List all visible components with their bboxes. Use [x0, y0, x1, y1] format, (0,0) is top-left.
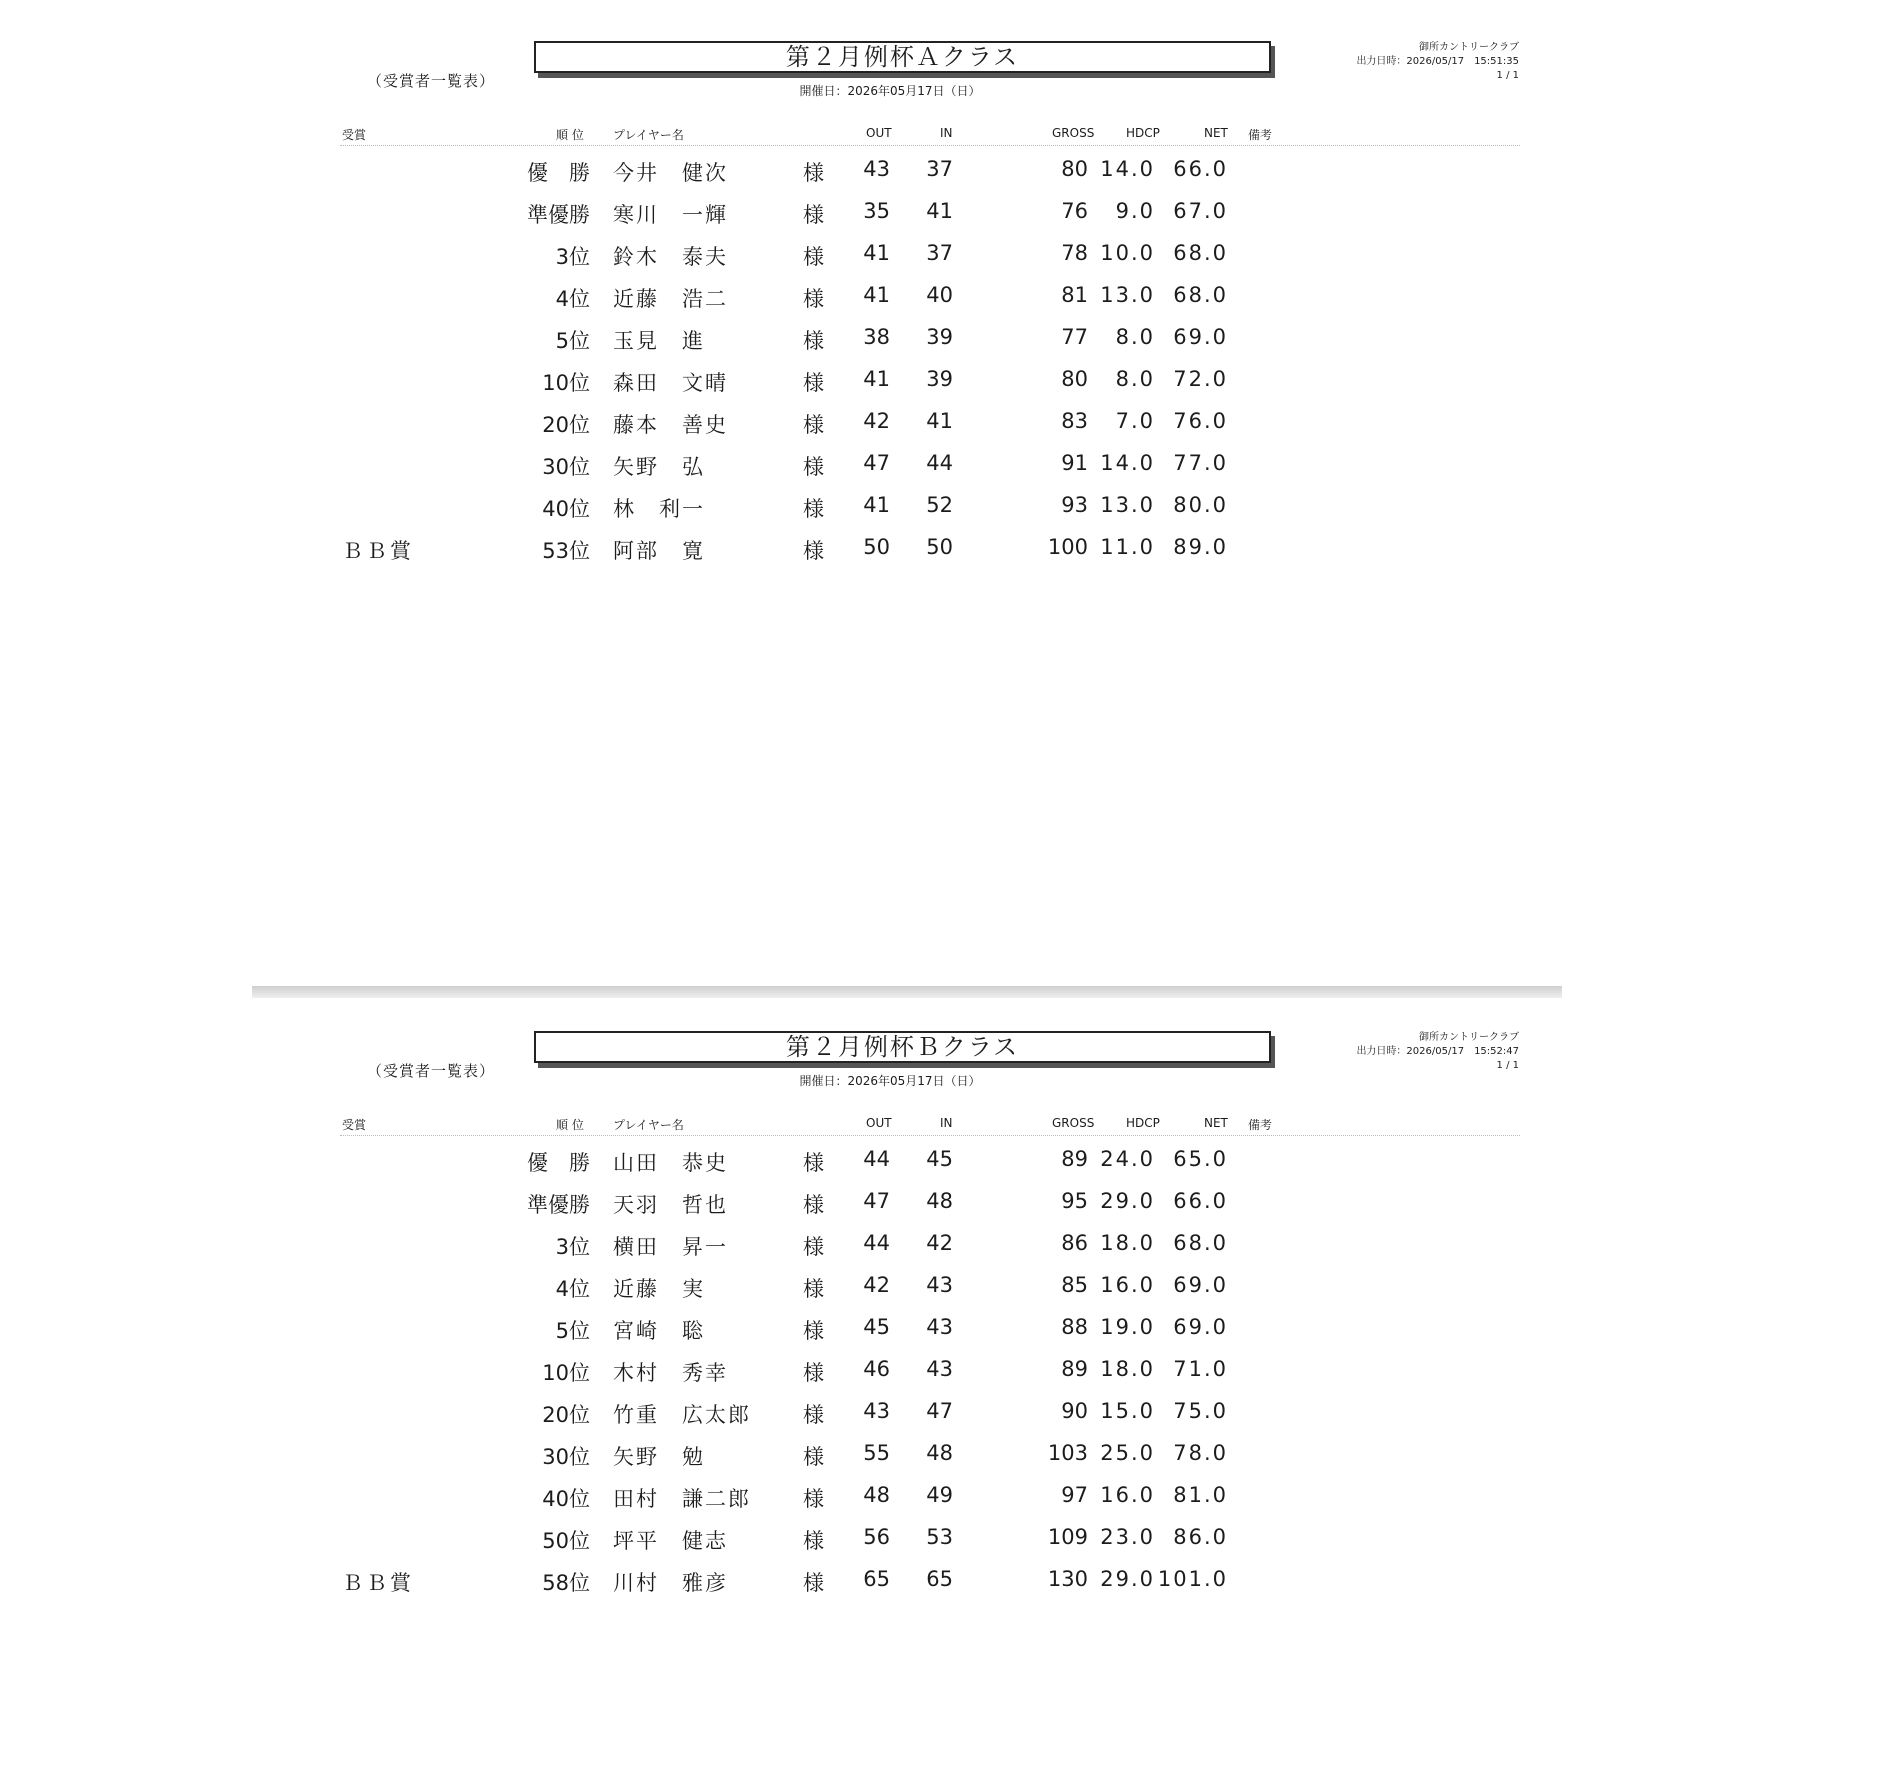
player-name-cell: 阿部 寛	[613, 539, 705, 563]
out-score-cell: 42	[863, 409, 890, 433]
hdcp-cell: 14.0	[1100, 451, 1155, 475]
hdcp-cell: 14.0	[1100, 157, 1155, 181]
sheet-subtitle: （受賞者一覧表）	[367, 72, 496, 90]
player-name-cell: 鈴木 泰夫	[613, 245, 728, 269]
rank-cell: 53位	[542, 539, 590, 563]
table-row	[0, 199, 1891, 241]
honorific-cell: 様	[803, 1235, 824, 1259]
net-score-cell: 68.0	[1173, 241, 1228, 265]
table-row	[0, 325, 1891, 367]
in-score-cell: 45	[926, 1147, 953, 1171]
hdcp-cell: 25.0	[1100, 1441, 1155, 1465]
hdcp-cell: 10.0	[1100, 241, 1155, 265]
net-score-cell: 81.0	[1173, 1483, 1228, 1507]
in-score-cell: 52	[926, 493, 953, 517]
header-hdcp: HDCP	[1126, 1116, 1160, 1130]
out-score-cell: 55	[863, 1441, 890, 1465]
rank-cell: 20位	[542, 413, 590, 437]
in-score-cell: 65	[926, 1567, 953, 1591]
hdcp-cell: 16.0	[1100, 1273, 1155, 1297]
hdcp-cell: 13.0	[1100, 283, 1155, 307]
header-gross: GROSS	[1052, 126, 1095, 140]
player-name-cell: 矢野 弘	[613, 455, 705, 479]
net-score-cell: 68.0	[1173, 283, 1228, 307]
table-row	[0, 535, 1891, 577]
honorific-cell: 様	[803, 1445, 824, 1469]
net-score-cell: 66.0	[1173, 157, 1228, 181]
gross-score-cell: 89	[1061, 1147, 1088, 1171]
out-score-cell: 41	[863, 367, 890, 391]
hdcp-cell: 9.0	[1115, 199, 1155, 223]
table-row	[0, 241, 1891, 283]
honorific-cell: 様	[803, 455, 824, 479]
rank-cell: 3位	[555, 245, 590, 269]
club-info	[1356, 41, 1519, 83]
honorific-cell: 様	[803, 497, 824, 521]
header-net: NET	[1204, 126, 1228, 140]
player-name-cell: 林 利一	[613, 497, 705, 521]
net-score-cell: 69.0	[1173, 325, 1228, 349]
player-name-cell: 横田 昇一	[613, 1235, 728, 1259]
table-row	[0, 283, 1891, 325]
header-hdcp: HDCP	[1126, 126, 1160, 140]
hdcp-cell: 8.0	[1115, 325, 1155, 349]
rank-cell: 準優勝	[527, 1193, 590, 1217]
in-score-cell: 50	[926, 535, 953, 559]
header-gross: GROSS	[1052, 1116, 1095, 1130]
header-out: OUT	[866, 126, 892, 140]
rank-cell: 50位	[542, 1529, 590, 1553]
hdcp-cell: 29.0	[1100, 1567, 1155, 1591]
honorific-cell: 様	[803, 203, 824, 227]
in-score-cell: 40	[926, 283, 953, 307]
net-score-cell: 75.0	[1173, 1399, 1228, 1423]
in-score-cell: 48	[926, 1441, 953, 1465]
table-row	[0, 1567, 1891, 1609]
player-name-cell: 竹重 広太郎	[613, 1403, 751, 1427]
out-score-cell: 41	[863, 493, 890, 517]
player-name-cell: 山田 恭史	[613, 1151, 728, 1175]
gross-score-cell: 90	[1061, 1399, 1088, 1423]
table-row	[0, 367, 1891, 409]
club-name: 御所カントリークラブ	[1419, 1032, 1519, 1043]
player-name-cell: 近藤 実	[613, 1277, 705, 1301]
rank-cell: 3位	[555, 1235, 590, 1259]
net-score-cell: 101.0	[1157, 1567, 1228, 1591]
hdcp-cell: 18.0	[1100, 1357, 1155, 1381]
gross-score-cell: 78	[1061, 241, 1088, 265]
gross-score-cell: 95	[1061, 1189, 1088, 1213]
out-score-cell: 41	[863, 283, 890, 307]
rank-cell: 30位	[542, 455, 590, 479]
out-score-cell: 56	[863, 1525, 890, 1549]
player-name-cell: 坪平 健志	[613, 1529, 728, 1553]
out-score-cell: 35	[863, 199, 890, 223]
honorific-cell: 様	[803, 1403, 824, 1427]
event-date: 開催日：2026年05月17日（日）	[799, 84, 981, 98]
header-in: IN	[940, 126, 953, 140]
out-score-cell: 42	[863, 1273, 890, 1297]
gross-score-cell: 83	[1061, 409, 1088, 433]
in-score-cell: 44	[926, 451, 953, 475]
gross-score-cell: 76	[1061, 199, 1088, 223]
in-score-cell: 42	[926, 1231, 953, 1255]
rank-cell: 5位	[555, 329, 590, 353]
out-score-cell: 44	[863, 1147, 890, 1171]
gross-score-cell: 93	[1061, 493, 1088, 517]
club-info	[1356, 1031, 1519, 1073]
page-number: 1 / 1	[1496, 70, 1519, 81]
gross-score-cell: 97	[1061, 1483, 1088, 1507]
honorific-cell: 様	[803, 1529, 824, 1553]
gross-score-cell: 81	[1061, 283, 1088, 307]
award-cell: ＢＢ賞	[342, 1571, 414, 1595]
header-note: 備考	[1248, 1118, 1273, 1132]
out-score-cell: 47	[863, 1189, 890, 1213]
header-player: プレイヤー名	[613, 128, 684, 142]
in-score-cell: 37	[926, 241, 953, 265]
header-rule	[340, 145, 1520, 146]
rank-cell: 58位	[542, 1571, 590, 1595]
in-score-cell: 43	[926, 1273, 953, 1297]
net-score-cell: 78.0	[1173, 1441, 1228, 1465]
in-score-cell: 43	[926, 1315, 953, 1339]
gross-score-cell: 100	[1047, 535, 1088, 559]
out-score-cell: 48	[863, 1483, 890, 1507]
table-row	[0, 409, 1891, 451]
net-score-cell: 89.0	[1173, 535, 1228, 559]
gross-score-cell: 85	[1061, 1273, 1088, 1297]
table-row	[0, 1525, 1891, 1567]
in-score-cell: 41	[926, 199, 953, 223]
rank-cell: 10位	[542, 1361, 590, 1385]
gross-score-cell: 86	[1061, 1231, 1088, 1255]
header-player: プレイヤー名	[613, 1118, 684, 1132]
sheet-title: 第２月例杯Ｂクラス	[534, 1031, 1271, 1063]
out-score-cell: 38	[863, 325, 890, 349]
player-name-cell: 玉見 進	[613, 329, 705, 353]
award-cell: ＢＢ賞	[342, 539, 414, 563]
header-net: NET	[1204, 1116, 1228, 1130]
player-name-cell: 宮崎 聡	[613, 1319, 705, 1343]
in-score-cell: 47	[926, 1399, 953, 1423]
net-score-cell: 69.0	[1173, 1273, 1228, 1297]
gross-score-cell: 77	[1061, 325, 1088, 349]
table-row	[0, 451, 1891, 493]
hdcp-cell: 24.0	[1100, 1147, 1155, 1171]
rank-cell: 40位	[542, 1487, 590, 1511]
gross-score-cell: 89	[1061, 1357, 1088, 1381]
header-in: IN	[940, 1116, 953, 1130]
hdcp-cell: 15.0	[1100, 1399, 1155, 1423]
net-score-cell: 86.0	[1173, 1525, 1228, 1549]
output-time: 出力日時：2026/05/17 15:51:35	[1356, 56, 1519, 67]
honorific-cell: 様	[803, 245, 824, 269]
hdcp-cell: 23.0	[1100, 1525, 1155, 1549]
gross-score-cell: 80	[1061, 367, 1088, 391]
out-score-cell: 41	[863, 241, 890, 265]
out-score-cell: 45	[863, 1315, 890, 1339]
gross-score-cell: 130	[1047, 1567, 1088, 1591]
rank-cell: 4位	[555, 1277, 590, 1301]
event-date: 開催日：2026年05月17日（日）	[799, 1074, 981, 1088]
player-name-cell: 寒川 一輝	[613, 203, 728, 227]
player-name-cell: 近藤 浩二	[613, 287, 728, 311]
out-score-cell: 43	[863, 157, 890, 181]
honorific-cell: 様	[803, 371, 824, 395]
table-row	[0, 1273, 1891, 1315]
header-rule	[340, 1135, 1520, 1136]
header-rank: 順 位	[556, 128, 584, 142]
hdcp-cell: 18.0	[1100, 1231, 1155, 1255]
honorific-cell: 様	[803, 1193, 824, 1217]
rank-cell: 40位	[542, 497, 590, 521]
rank-cell: 4位	[555, 287, 590, 311]
honorific-cell: 様	[803, 1277, 824, 1301]
table-row	[0, 1483, 1891, 1525]
results-sheet-a	[0, 0, 1891, 800]
hdcp-cell: 7.0	[1115, 409, 1155, 433]
net-score-cell: 67.0	[1173, 199, 1228, 223]
honorific-cell: 様	[803, 539, 824, 563]
hdcp-cell: 11.0	[1100, 535, 1155, 559]
results-sheet-b	[0, 990, 1891, 1790]
rank-cell: 準優勝	[527, 203, 590, 227]
gross-score-cell: 80	[1061, 157, 1088, 181]
honorific-cell: 様	[803, 329, 824, 353]
honorific-cell: 様	[803, 161, 824, 185]
player-name-cell: 田村 謙二郎	[613, 1487, 751, 1511]
table-row	[0, 1189, 1891, 1231]
sheet-subtitle: （受賞者一覧表）	[367, 1062, 496, 1080]
out-score-cell: 46	[863, 1357, 890, 1381]
hdcp-cell: 19.0	[1100, 1315, 1155, 1339]
player-name-cell: 矢野 勉	[613, 1445, 705, 1469]
honorific-cell: 様	[803, 1319, 824, 1343]
hdcp-cell: 16.0	[1100, 1483, 1155, 1507]
rank-cell: 30位	[542, 1445, 590, 1469]
net-score-cell: 72.0	[1173, 367, 1228, 391]
header-award: 受賞	[342, 128, 367, 142]
net-score-cell: 71.0	[1173, 1357, 1228, 1381]
gross-score-cell: 103	[1047, 1441, 1088, 1465]
net-score-cell: 80.0	[1173, 493, 1228, 517]
in-score-cell: 39	[926, 325, 953, 349]
in-score-cell: 41	[926, 409, 953, 433]
in-score-cell: 49	[926, 1483, 953, 1507]
player-name-cell: 森田 文晴	[613, 371, 728, 395]
in-score-cell: 53	[926, 1525, 953, 1549]
club-name: 御所カントリークラブ	[1419, 42, 1519, 53]
table-row	[0, 1231, 1891, 1273]
output-time: 出力日時：2026/05/17 15:52:47	[1356, 1046, 1519, 1057]
gross-score-cell: 109	[1047, 1525, 1088, 1549]
out-score-cell: 47	[863, 451, 890, 475]
gross-score-cell: 88	[1061, 1315, 1088, 1339]
table-row	[0, 1399, 1891, 1441]
table-row	[0, 1315, 1891, 1357]
player-name-cell: 川村 雅彦	[613, 1571, 728, 1595]
honorific-cell: 様	[803, 1361, 824, 1385]
net-score-cell: 69.0	[1173, 1315, 1228, 1339]
player-name-cell: 天羽 哲也	[613, 1193, 728, 1217]
player-name-cell: 今井 健次	[613, 161, 728, 185]
in-score-cell: 48	[926, 1189, 953, 1213]
honorific-cell: 様	[803, 1487, 824, 1511]
out-score-cell: 44	[863, 1231, 890, 1255]
table-row	[0, 1441, 1891, 1483]
in-score-cell: 39	[926, 367, 953, 391]
header-out: OUT	[866, 1116, 892, 1130]
header-note: 備考	[1248, 128, 1273, 142]
rank-cell: 20位	[542, 1403, 590, 1427]
table-row	[0, 1357, 1891, 1399]
player-name-cell: 藤本 善史	[613, 413, 728, 437]
hdcp-cell: 13.0	[1100, 493, 1155, 517]
out-score-cell: 65	[863, 1567, 890, 1591]
hdcp-cell: 8.0	[1115, 367, 1155, 391]
in-score-cell: 37	[926, 157, 953, 181]
rank-cell: 優 勝	[527, 161, 590, 185]
header-rank: 順 位	[556, 1118, 584, 1132]
page-number: 1 / 1	[1496, 1060, 1519, 1071]
net-score-cell: 68.0	[1173, 1231, 1228, 1255]
out-score-cell: 43	[863, 1399, 890, 1423]
player-name-cell: 木村 秀幸	[613, 1361, 728, 1385]
net-score-cell: 66.0	[1173, 1189, 1228, 1213]
header-award: 受賞	[342, 1118, 367, 1132]
honorific-cell: 様	[803, 1151, 824, 1175]
honorific-cell: 様	[803, 287, 824, 311]
hdcp-cell: 29.0	[1100, 1189, 1155, 1213]
table-row	[0, 1147, 1891, 1189]
net-score-cell: 77.0	[1173, 451, 1228, 475]
net-score-cell: 76.0	[1173, 409, 1228, 433]
in-score-cell: 43	[926, 1357, 953, 1381]
table-row	[0, 157, 1891, 199]
table-row	[0, 493, 1891, 535]
out-score-cell: 50	[863, 535, 890, 559]
rank-cell: 5位	[555, 1319, 590, 1343]
rank-cell: 優 勝	[527, 1151, 590, 1175]
sheet-title: 第２月例杯Ａクラス	[534, 41, 1271, 73]
net-score-cell: 65.0	[1173, 1147, 1228, 1171]
honorific-cell: 様	[803, 1571, 824, 1595]
gross-score-cell: 91	[1061, 451, 1088, 475]
rank-cell: 10位	[542, 371, 590, 395]
honorific-cell: 様	[803, 413, 824, 437]
